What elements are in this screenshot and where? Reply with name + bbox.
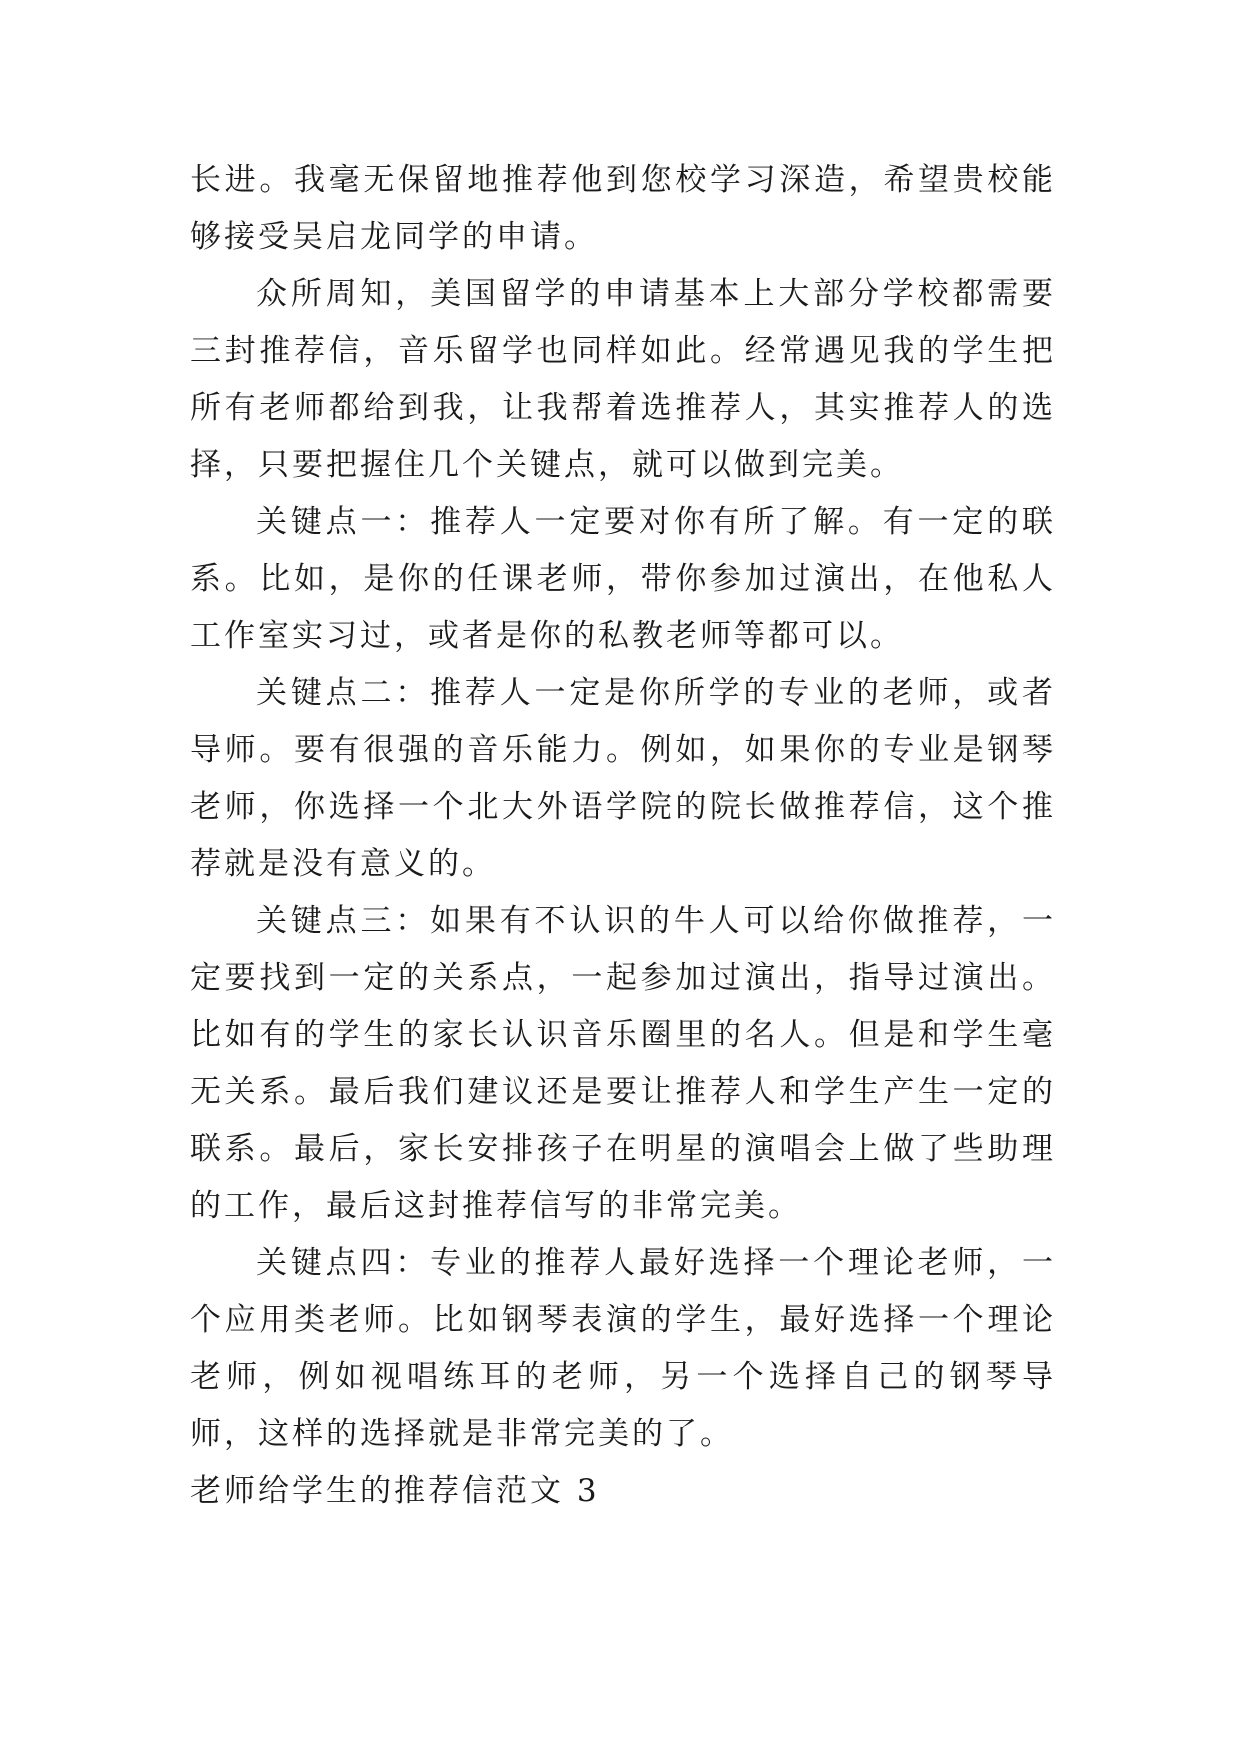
- section-heading: 老师给学生的推荐信范文 3: [190, 1473, 600, 1509]
- paragraph-key-point-2: 关键点二：推荐人一定是你所学的专业的老师，或者导师。要有很强的音乐能力。例如，如果你的专业是钢琴老师，你选择一个北大外语学院的院长做推荐信，这个推荐就是没有意义的。: [190, 675, 1056, 882]
- paragraph-key-point-4: 关键点四：专业的推荐人最好选择一个理论老师，一个应用类老师。比如钢琴表演的学生，最好选择一个理论老师，例如视唱练耳的老师，另一个选择自己的钢琴导师，这样的选择就是非常完美的了。: [190, 1245, 1056, 1452]
- paragraph-continuation: 长进。我毫无保留地推荐他到您校学习深造，希望贵校能够接受吴启龙同学的申请。: [190, 162, 1056, 255]
- paragraph-key-point-1: 关键点一：推荐人一定要对你有所了解。有一定的联系。比如，是你的任课老师，带你参加过演出，在他私人工作室实习过，或者是你的私教老师等都可以。: [190, 504, 1056, 654]
- paragraph-key-point-3: 关键点三：如果有不认识的牛人可以给你做推荐，一定要找到一定的关系点，一起参加过演出，指导过演出。比如有的学生的家长认识音乐圈里的名人。但是和学生毫无关系。最后我们建议还是要让推荐人和学生产生一定的联系。最后，家长安排孩子在明星的演唱会上做了些助理的工作，最后这封推荐信写的非常完美。: [190, 903, 1056, 1224]
- document-body: [190, 152, 1056, 1520]
- paragraph-intro: 众所周知，美国留学的申请基本上大部分学校都需要三封推荐信，音乐留学也同样如此。经常遇见我的学生把所有老师都给到我，让我帮着选推荐人，其实推荐人的选择，只要把握住几个关键点，就可以做到完美。: [190, 276, 1056, 483]
